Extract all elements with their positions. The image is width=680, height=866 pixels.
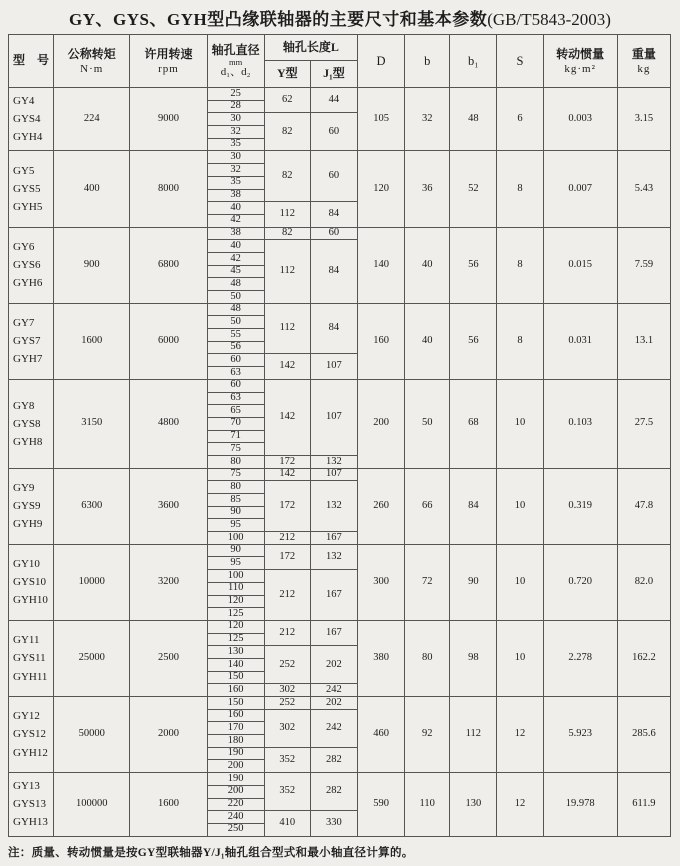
table-row [9,773,671,786]
col-header-model: 型 号 [9,35,54,88]
torque-cell: 400 [54,151,130,227]
bore-diameter-cell: 75 [207,468,264,481]
y-length-cell: 112 [264,240,310,303]
weight-cell: 285.6 [617,697,670,773]
weight-cell: 162.2 [617,620,670,696]
j1-length-cell: 330 [310,811,357,836]
table-header [9,35,671,88]
y-length-cell: 172 [264,544,310,569]
j1-length-cell: 167 [310,532,357,545]
bore-diameter-cell: 38 [207,227,264,240]
bore-diameter-cell: 60 [207,379,264,392]
j1-length-cell: 132 [310,455,357,468]
weight-cell: 13.1 [617,303,670,379]
j1-length-cell: 167 [310,570,357,621]
dim-S-cell: 10 [497,620,543,696]
inertia-cell: 0.003 [543,88,617,151]
speed-cell: 6800 [130,227,207,303]
bore-diameter-cell: 55 [207,329,264,342]
torque-cell: 224 [54,88,130,151]
bore-diameter-cell: 120 [207,620,264,633]
dim-b1-cell: 98 [450,620,497,696]
bore-diameter-cell: 65 [207,405,264,418]
dim-S-cell: 8 [497,303,543,379]
bore-diameter-cell: 180 [207,735,264,748]
dim-b1-cell: 130 [450,773,497,836]
y-length-cell: 212 [264,570,310,621]
dim-D-cell: 460 [358,697,405,773]
dim-D-cell: 160 [358,303,405,379]
table-row [9,88,671,101]
model-cell: GY9 GYS9 GYH9 [9,468,54,544]
bore-diameter-cell: 80 [207,481,264,494]
dim-b-cell: 66 [405,468,450,544]
bore-diameter-cell: 85 [207,494,264,507]
model-cell: GY10 GYS10 GYH10 [9,544,54,620]
speed-cell: 2500 [130,620,207,696]
inertia-cell: 5.923 [543,697,617,773]
bore-diameter-cell: 40 [207,202,264,215]
dim-b-cell: 72 [405,544,450,620]
weight-cell: 611.9 [617,773,670,836]
bore-diameter-cell: 60 [207,354,264,367]
j1-length-cell: 107 [310,468,357,481]
y-length-cell: 172 [264,455,310,468]
j1-length-cell: 107 [310,379,357,455]
page-title-main: GY、GYS、GYH型凸缘联轴器的主要尺寸和基本参数 [69,10,488,29]
dim-b1-cell: 90 [450,544,497,620]
bore-diameter-cell: 170 [207,722,264,735]
dim-b1-cell: 52 [450,151,497,227]
table-row [9,468,671,481]
table-body [9,88,671,837]
dim-S-cell: 8 [497,227,543,303]
dim-S-cell: 6 [497,88,543,151]
model-cell: GY7 GYS7 GYH7 [9,303,54,379]
bore-diameter-cell: 80 [207,455,264,468]
y-length-cell: 212 [264,620,310,645]
j1-length-cell: 132 [310,544,357,569]
dim-D-cell: 260 [358,468,405,544]
inertia-cell: 0.319 [543,468,617,544]
bore-diameter-cell: 150 [207,697,264,710]
col-header-torque: 公称转矩 N·m [54,35,130,88]
col-header-b1: b₁ [450,35,497,88]
weight-cell: 3.15 [617,88,670,151]
table-row [9,151,671,164]
col-header-speed: 许用转速 rpm [130,35,207,88]
torque-cell: 10000 [54,544,130,620]
page-title-standard: (GB/T5843-2003) [487,10,611,29]
j1-length-cell: 60 [310,151,357,202]
j1-length-cell: 282 [310,747,357,772]
speed-cell: 2000 [130,697,207,773]
j1-length-cell: 242 [310,709,357,747]
inertia-cell: 19.978 [543,773,617,836]
model-cell: GY8 GYS8 GYH8 [9,379,54,468]
bore-diameter-cell: 32 [207,164,264,177]
col-header-bore-diameter: 轴孔直径 mm d₁、d₂ [207,35,264,88]
bore-diameter-cell: 240 [207,811,264,824]
bore-diameter-cell: 40 [207,240,264,253]
y-length-cell: 112 [264,303,310,354]
bore-diameter-cell: 48 [207,278,264,291]
dim-S-cell: 12 [497,773,543,836]
model-cell: GY12 GYS12 GYH12 [9,697,54,773]
y-length-cell: 142 [264,354,310,379]
page-title [0,5,680,30]
bore-diameter-cell: 70 [207,417,264,430]
dim-b1-cell: 68 [450,379,497,468]
col-header-D: D [358,35,405,88]
inertia-cell: 2.278 [543,620,617,696]
col-header-inertia: 转动惯量 kg·m² [543,35,617,88]
bore-diameter-cell: 90 [207,506,264,519]
bore-diameter-cell: 35 [207,138,264,151]
inertia-cell: 0.015 [543,227,617,303]
dim-b1-cell: 84 [450,468,497,544]
table-row [9,379,671,392]
bore-diameter-cell: 95 [207,519,264,532]
bore-diameter-cell: 100 [207,570,264,583]
bore-diameter-cell: 56 [207,341,264,354]
bore-diameter-cell: 42 [207,252,264,265]
dim-D-cell: 380 [358,620,405,696]
y-length-cell: 352 [264,747,310,772]
j1-length-cell: 202 [310,697,357,710]
bore-diameter-cell: 38 [207,189,264,202]
table-row [9,697,671,710]
speed-cell: 3600 [130,468,207,544]
j1-length-cell: 84 [310,202,357,227]
y-length-cell: 82 [264,151,310,202]
dim-S-cell: 10 [497,468,543,544]
footnote: 注：质量、转动惯量是按GY型联轴器Y/J₁轴孔组合型式和最小轴直径计算的。 [8,846,414,859]
dim-D-cell: 300 [358,544,405,620]
dim-S-cell: 10 [497,544,543,620]
bore-diameter-cell: 190 [207,773,264,786]
weight-cell: 82.0 [617,544,670,620]
coupling-parameters-table [8,34,671,837]
bore-diameter-cell: 100 [207,532,264,545]
col-header-weight: 重量 kg [617,35,670,88]
table-row [9,303,671,316]
col-header-bore-length: 轴孔长度L [264,35,357,61]
bore-diameter-cell: 95 [207,557,264,570]
torque-cell: 3150 [54,379,130,468]
dim-D-cell: 200 [358,379,405,468]
bore-diameter-cell: 35 [207,176,264,189]
bore-diameter-cell: 160 [207,709,264,722]
speed-cell: 9000 [130,88,207,151]
header-row-1 [9,35,671,61]
dim-b1-cell: 56 [450,303,497,379]
model-cell: GY13 GYS13 GYH13 [9,773,54,836]
dim-S-cell: 10 [497,379,543,468]
y-length-cell: 142 [264,379,310,455]
inertia-cell: 0.720 [543,544,617,620]
y-length-cell: 82 [264,227,310,240]
j1-length-cell: 84 [310,240,357,303]
j1-length-cell: 107 [310,354,357,379]
y-length-cell: 112 [264,202,310,227]
y-length-cell: 172 [264,481,310,532]
model-cell: GY11 GYS11 GYH11 [9,620,54,696]
bore-diameter-cell: 220 [207,798,264,811]
dim-S-cell: 8 [497,151,543,227]
bore-diameter-cell: 63 [207,367,264,380]
bore-diameter-cell: 120 [207,595,264,608]
speed-cell: 3200 [130,544,207,620]
bore-diameter-cell: 250 [207,823,264,836]
table-row [9,620,671,633]
bore-diameter-cell: 110 [207,582,264,595]
y-length-cell: 62 [264,88,310,113]
dim-b-cell: 50 [405,379,450,468]
weight-cell: 7.59 [617,227,670,303]
j1-length-cell: 167 [310,620,357,645]
dim-D-cell: 590 [358,773,405,836]
dim-b-cell: 36 [405,151,450,227]
j1-length-cell: 44 [310,88,357,113]
dim-b1-cell: 48 [450,88,497,151]
bore-diameter-cell: 30 [207,151,264,164]
speed-cell: 6000 [130,303,207,379]
torque-cell: 50000 [54,697,130,773]
col-header-S: S [497,35,543,88]
torque-cell: 6300 [54,468,130,544]
j1-length-cell: 282 [310,773,357,811]
bore-diameter-cell: 90 [207,544,264,557]
j1-length-cell: 132 [310,481,357,532]
table-row [9,544,671,557]
bore-diameter-cell: 190 [207,747,264,760]
y-length-cell: 252 [264,697,310,710]
dim-b-cell: 40 [405,227,450,303]
model-cell: GY5 GYS5 GYH5 [9,151,54,227]
dim-b-cell: 40 [405,303,450,379]
bore-diameter-cell: 42 [207,214,264,227]
bore-diameter-cell: 50 [207,316,264,329]
dim-D-cell: 140 [358,227,405,303]
dim-b-cell: 32 [405,88,450,151]
y-length-cell: 252 [264,646,310,684]
j1-length-cell: 242 [310,684,357,697]
bore-diameter-cell: 63 [207,392,264,405]
weight-cell: 47.8 [617,468,670,544]
bore-diameter-cell: 200 [207,785,264,798]
bore-diameter-cell: 75 [207,443,264,456]
col-header-j1-type: J₁型 [310,61,357,88]
dim-b1-cell: 56 [450,227,497,303]
y-length-cell: 142 [264,468,310,481]
torque-cell: 25000 [54,620,130,696]
bore-diameter-cell: 160 [207,684,264,697]
speed-cell: 1600 [130,773,207,836]
torque-cell: 1600 [54,303,130,379]
weight-cell: 5.43 [617,151,670,227]
bore-diameter-cell: 140 [207,658,264,671]
y-length-cell: 302 [264,709,310,747]
torque-cell: 900 [54,227,130,303]
bore-diameter-cell: 32 [207,126,264,139]
bore-diameter-cell: 28 [207,100,264,113]
dim-b1-cell: 112 [450,697,497,773]
inertia-cell: 0.007 [543,151,617,227]
bore-diameter-cell: 125 [207,608,264,621]
speed-cell: 4800 [130,379,207,468]
dim-S-cell: 12 [497,697,543,773]
col-header-y-type: Y型 [264,61,310,88]
dim-b-cell: 110 [405,773,450,836]
table-row [9,227,671,240]
bore-diameter-cell: 150 [207,671,264,684]
y-length-cell: 82 [264,113,310,151]
y-length-cell: 410 [264,811,310,836]
model-cell: GY6 GYS6 GYH6 [9,227,54,303]
y-length-cell: 302 [264,684,310,697]
inertia-cell: 0.103 [543,379,617,468]
bore-diameter-cell: 30 [207,113,264,126]
j1-length-cell: 60 [310,113,357,151]
bore-diameter-cell: 125 [207,633,264,646]
bore-diameter-cell: 48 [207,303,264,316]
j1-length-cell: 202 [310,646,357,684]
y-length-cell: 352 [264,773,310,811]
j1-length-cell: 60 [310,227,357,240]
dim-D-cell: 120 [358,151,405,227]
bore-diameter-cell: 200 [207,760,264,773]
bore-diameter-cell: 130 [207,646,264,659]
weight-cell: 27.5 [617,379,670,468]
bore-diameter-cell: 45 [207,265,264,278]
bore-diameter-cell: 50 [207,291,264,304]
speed-cell: 8000 [130,151,207,227]
col-header-b: b [405,35,450,88]
j1-length-cell: 84 [310,303,357,354]
y-length-cell: 212 [264,532,310,545]
bore-diameter-cell: 71 [207,430,264,443]
inertia-cell: 0.031 [543,303,617,379]
model-cell: GY4 GYS4 GYH4 [9,88,54,151]
dim-D-cell: 105 [358,88,405,151]
bore-diameter-cell: 25 [207,88,264,101]
dim-b-cell: 80 [405,620,450,696]
torque-cell: 100000 [54,773,130,836]
dim-b-cell: 92 [405,697,450,773]
